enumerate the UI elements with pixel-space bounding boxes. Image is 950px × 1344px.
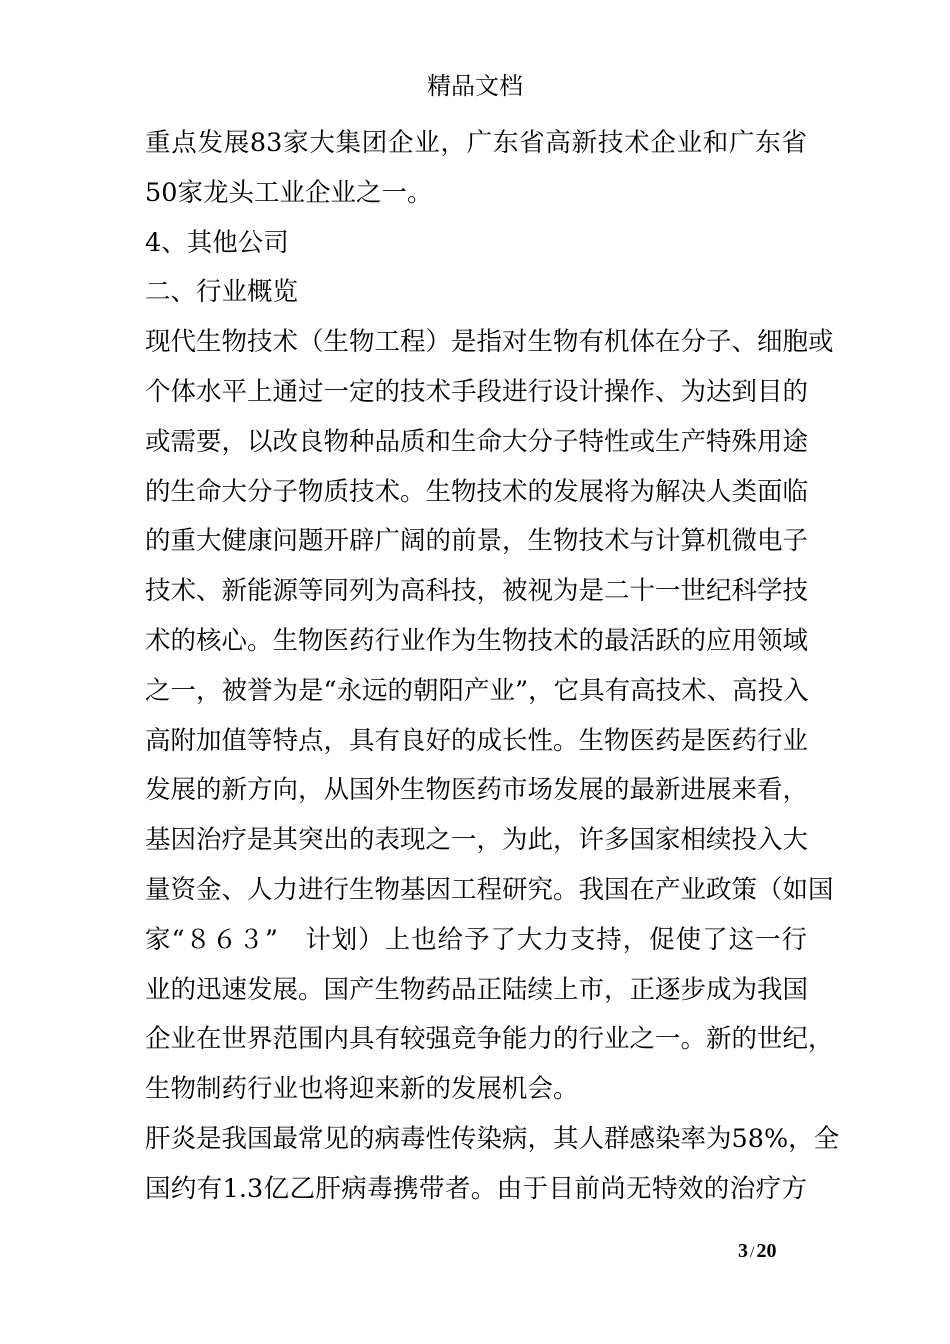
page-header: 精品文档 bbox=[427, 72, 523, 100]
text-line: 术的核心。生物医药行业作为生物技术的最活跃的应用领域 bbox=[145, 625, 809, 656]
current-page: 3 bbox=[738, 1240, 748, 1262]
text-line: 高附加值等特点，具有良好的成长性。生物医药是医药行业 bbox=[145, 725, 809, 756]
text-line: 量资金、人力进行生物基因工程研究。我国在产业政策（如国 bbox=[145, 874, 834, 905]
text-line: 生物制药行业也将迎来新的发展机会。 bbox=[145, 1074, 579, 1105]
text-line: 50家龙头工业企业之一。 bbox=[145, 177, 433, 208]
document-body bbox=[145, 124, 840, 1220]
page-number bbox=[738, 1240, 776, 1263]
text-line: 个体水平上通过一定的技术手段进行设计操作、为达到目的 bbox=[145, 376, 809, 407]
text-line: 现代生物技术（生物工程）是指对生物有机体在分子、细胞或 bbox=[145, 327, 834, 358]
text-line: 基因治疗是其突出的表现之一，为此，许多国家相续投入大 bbox=[145, 825, 809, 856]
page-separator: / bbox=[750, 1244, 755, 1261]
text-line: 企业在世界范围内具有较强竞争能力的行业之一。新的世纪， bbox=[145, 1024, 834, 1055]
section-heading: 二、行业概览 bbox=[145, 277, 299, 308]
text-line: 发展的新方向，从国外生物医药市场发展的最新进展来看， bbox=[145, 775, 809, 806]
text-line: 业的迅速发展。国产生物药品正陆续上市，正逐步成为我国 bbox=[145, 974, 809, 1005]
text-line: 家“８６３” 计划）上也给予了大力支持，促使了这一行 bbox=[145, 924, 807, 955]
text-line: 的生命大分子物质技术。生物技术的发展将为解决人类面临 bbox=[145, 476, 809, 507]
text-line: 重点发展83家大集团企业，广东省高新技术企业和广东省 bbox=[145, 128, 807, 158]
text-line: 或需要，以改良物种品质和生命大分子特性或生产特殊用途 bbox=[145, 426, 809, 457]
section-heading: 4、其他公司 bbox=[145, 227, 289, 258]
text-line: 之一，被誉为是“永远的朝阳产业”，它具有高技术、高投入 bbox=[145, 675, 809, 706]
text-line: 的重大健康问题开辟广阔的前景，生物技术与计算机微电子 bbox=[145, 526, 809, 557]
text-line: 技术、新能源等同列为高科技，被视为是二十一世纪科学技 bbox=[145, 576, 809, 607]
text-line: 国约有1.3亿乙肝病毒携带者。由于目前尚无特效的治疗方 bbox=[145, 1173, 807, 1204]
total-pages: 20 bbox=[756, 1240, 777, 1262]
text-line: 肝炎是我国最常见的病毒性传染病，其人群感染率为58%，全 bbox=[145, 1123, 840, 1154]
